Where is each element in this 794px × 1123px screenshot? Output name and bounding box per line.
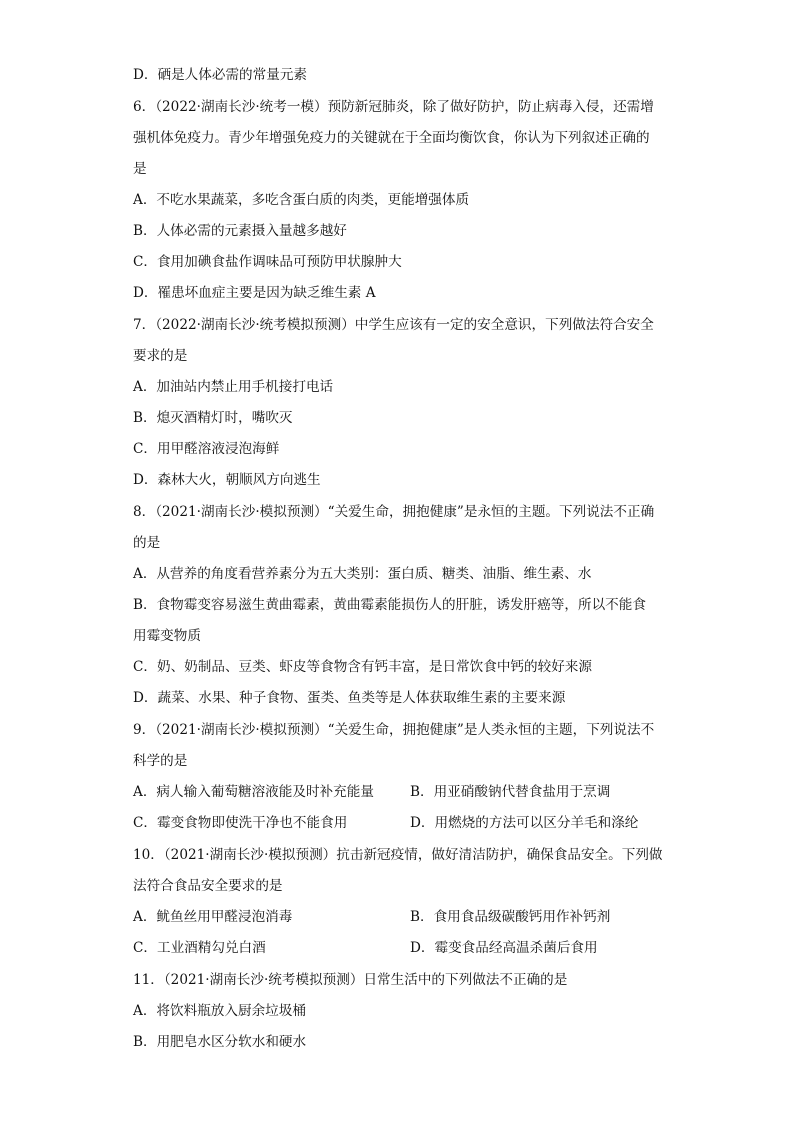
q8-option-d: D．蔬菜、水果、种子食物、蛋类、鱼类等是人体获取维生素的主要来源 bbox=[133, 690, 566, 706]
q10-option-a: A．鱿鱼丝用甲醛浸泡消毒 bbox=[133, 909, 293, 925]
q6-option-a: A．不吃水果蔬菜，多吃含蛋白质的肉类，更能增强体质 bbox=[133, 192, 470, 208]
q10-stem-line-1: 10．（2021·湖南长沙·模拟预测）抗击新冠疫情，做好清洁防护，确保食品安全。下列做 bbox=[133, 847, 663, 863]
q9-option-a: A．病人输入葡萄糖溶液能及时补充能量 bbox=[133, 784, 374, 800]
q6-option-d: D．罹患坏血症主要是因为缺乏维生素 A bbox=[133, 285, 376, 301]
q7-option-d: D．森林大火，朝顺风方向逃生 bbox=[133, 472, 321, 488]
q9-options-row-2 bbox=[133, 813, 673, 833]
q8-option-b-line-2: 用霉变物质 bbox=[133, 628, 201, 644]
q10-option-d: D．霉变食品经高温杀菌后食用 bbox=[410, 940, 598, 956]
q6-stem-line-2: 强机体免疫力。青少年增强免疫力的关键就在于全面均衡饮食，你认为下列叙述正确的 bbox=[133, 130, 650, 146]
q8-option-c: C．奶、奶制品、豆类、虾皮等食物含有钙丰富，是日常饮食中钙的较好来源 bbox=[133, 659, 592, 675]
q10-stem-line-2: 法符合食品安全要求的是 bbox=[133, 878, 283, 894]
q9-option-d: D．用燃烧的方法可以区分羊毛和涤纶 bbox=[410, 815, 639, 831]
q8-stem-line-1: 8．（2021·湖南长沙·模拟预测）“关爱生命，拥抱健康”是永恒的主题。下列说法不正确 bbox=[133, 504, 655, 520]
q9-option-c: C．霉变食物即使洗干净也不能食用 bbox=[133, 815, 348, 831]
q10-options-row-2 bbox=[133, 938, 673, 958]
q7-option-c: C．用甲醛溶液浸泡海鲜 bbox=[133, 441, 280, 457]
q9-option-b: B．用亚硝酸钠代替食盐用于烹调 bbox=[410, 784, 611, 800]
q7-option-b: B．熄灭酒精灯时，嘴吹灭 bbox=[133, 410, 293, 426]
q7-option-a: A．加油站内禁止用手机接打电话 bbox=[133, 379, 334, 395]
q6-stem-line-1: 6．（2022·湖南长沙·统考一模）预防新冠肺炎，除了做好防护，防止病毒入侵，还需增 bbox=[133, 99, 654, 115]
q8-option-b-line-1: B．食物霉变容易滋生黄曲霉素，黄曲霉素能损伤人的肝脏，诱发肝癌等，所以不能食 bbox=[133, 597, 646, 613]
q7-stem-line-2: 要求的是 bbox=[133, 348, 188, 364]
q8-option-a: A．从营养的角度看营养素分为五大类别：蛋白质、糖类、油脂、维生素、水 bbox=[133, 566, 592, 582]
q5-option-d: D．硒是人体必需的常量元素 bbox=[133, 67, 308, 83]
q7-stem-line-1: 7．（2022·湖南长沙·统考模拟预测）中学生应该有一定的安全意识，下列做法符合安全 bbox=[133, 317, 654, 333]
q10-options-row-1 bbox=[133, 907, 673, 927]
q9-stem-line-2: 科学的是 bbox=[133, 753, 188, 769]
q6-stem-line-3: 是 bbox=[133, 161, 147, 177]
q11-option-a: A．将饮料瓶放入厨余垃圾桶 bbox=[133, 1003, 306, 1019]
q6-option-c: C．食用加碘食盐作调味品可预防甲状腺肿大 bbox=[133, 254, 402, 270]
q11-option-b: B．用肥皂水区分软水和硬水 bbox=[133, 1034, 307, 1050]
q10-option-b: B．食用食品级碳酸钙用作补钙剂 bbox=[410, 909, 611, 925]
q6-option-b: B．人体必需的元素摄入量越多越好 bbox=[133, 223, 347, 239]
q11-stem-line-1: 11．（2021·湖南长沙·统考模拟预测）日常生活中的下列做法不正确的是 bbox=[133, 972, 568, 988]
q10-option-c: C．工业酒精勾兑白酒 bbox=[133, 940, 266, 956]
q8-stem-line-2: 的是 bbox=[133, 535, 161, 551]
q9-options-row-1 bbox=[133, 782, 673, 802]
q9-stem-line-1: 9．（2021·湖南长沙·模拟预测）“关爱生命，拥抱健康”是人类永恒的主题，下列说法不 bbox=[133, 722, 655, 738]
